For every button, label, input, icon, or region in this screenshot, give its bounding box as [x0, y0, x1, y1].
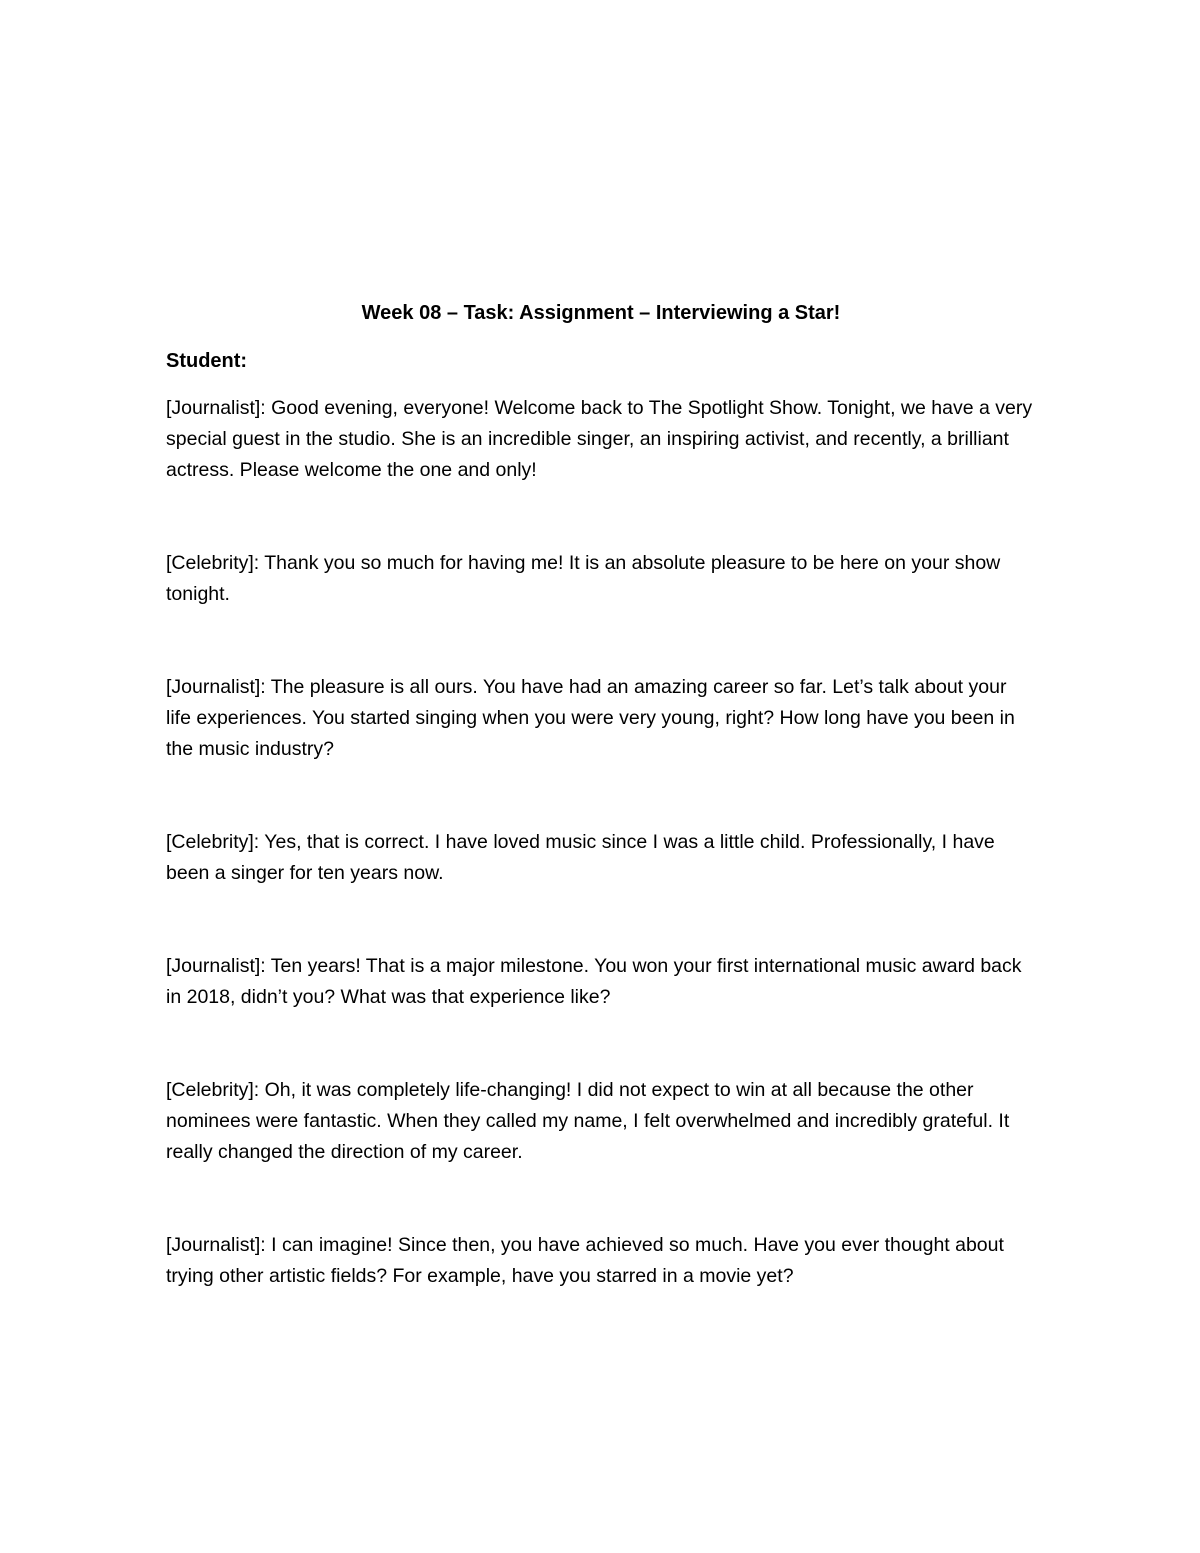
student-label: Student: — [166, 350, 248, 372]
dialogue-turn-celebrity: [Celebrity]: Thank you so much for having me! It is an absolute pleasure to be here on your show tonight. — [166, 552, 1001, 605]
dialogue-turn-celebrity: [Celebrity]: Yes, that is correct. I have loved music since I was a little child. Professionally, I have been a singer for ten years now. — [166, 831, 995, 884]
paragraph-spacer — [166, 610, 1036, 672]
dialogue-turn-celebrity: [Celebrity]: Oh, it was completely life-changing! I did not expect to win at all because the other nominees were fantastic. When they called my name, I felt overwhelmed and incredibly grateful. It really changed the direction of my career. — [166, 1079, 1010, 1163]
dialogue-turn-journalist: [Journalist]: Good evening, everyone! Welcome back to The Spotlight Show. Tonight, we have a very special guest in the studio. She is an incredible singer, an inspiring activist, and recently, a brilliant actress. Please welcome the one and only! — [166, 397, 1033, 481]
paragraph-spacer — [166, 889, 1036, 951]
paragraph-spacer — [166, 765, 1036, 827]
paragraph-spacer — [166, 486, 1036, 548]
dialogue-turn-journalist: [Journalist]: The pleasure is all ours. You have had an amazing career so far. Let’s talk about your life experiences. You started singing when you were very young, right? How long have you been in the music industry? — [166, 676, 1015, 760]
dialogue-turn-journalist: [Journalist]: Ten years! That is a major milestone. You won your first international music award back in 2018, didn’t you? What was that experience like? — [166, 955, 1022, 1008]
paragraph-spacer — [166, 1013, 1036, 1075]
paragraph-spacer — [166, 1168, 1036, 1230]
document-title: Week 08 – Task: Assignment – Interviewing a Star! — [361, 302, 841, 324]
dialogue-turn-journalist: [Journalist]: I can imagine! Since then, you have achieved so much. Have you ever thought about trying other artistic fields? For example, have you starred in a movie yet? — [166, 1234, 1004, 1287]
document-body — [166, 298, 1036, 1292]
